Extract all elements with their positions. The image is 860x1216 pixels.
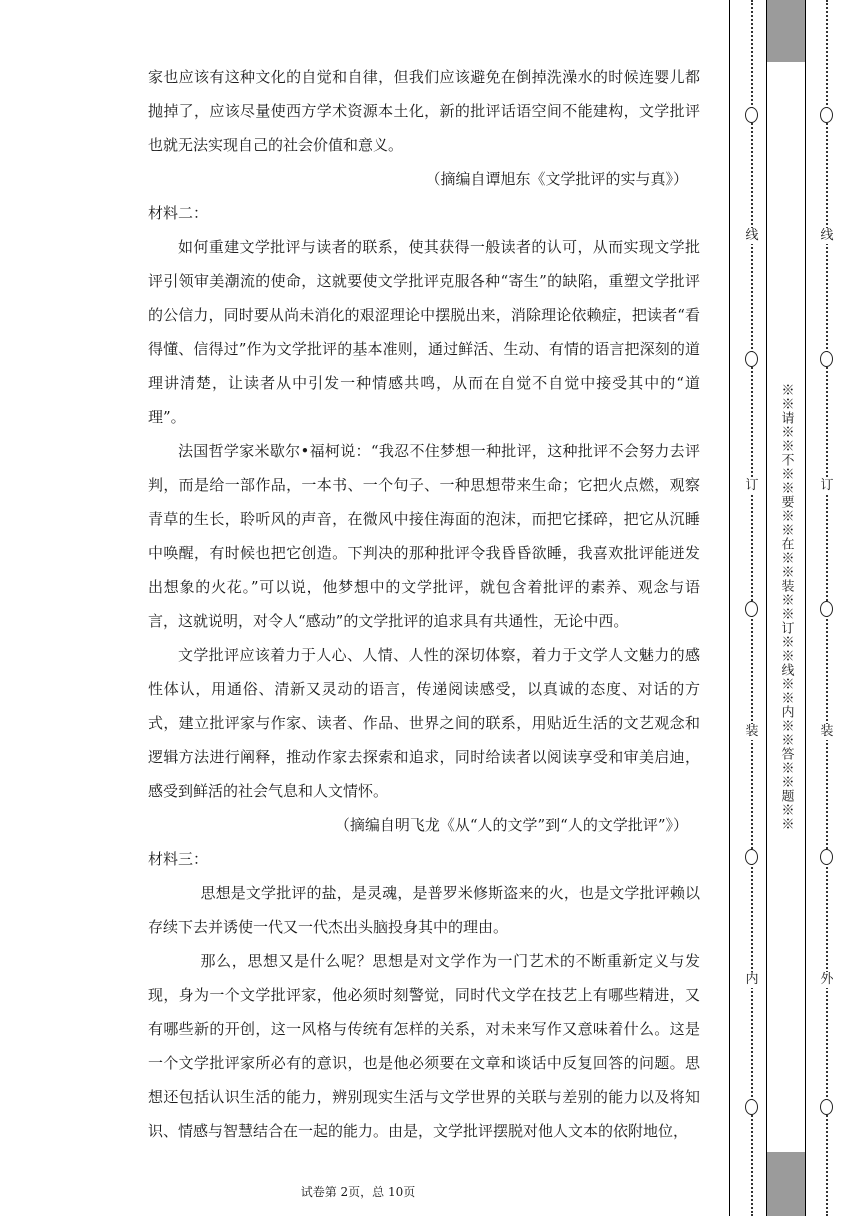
binding-circle-icon <box>820 107 833 123</box>
source-citation-2: （摘编自明飞龙《从“人的文学”到“人的文学批评”》） <box>334 816 688 834</box>
inner-binding-column <box>744 0 760 1216</box>
binding-circle-icon <box>820 601 833 617</box>
source-citation-1: （摘编自谭旭东《文学批评的实与真》） <box>425 170 688 188</box>
material-3-paragraph-2: 那么，思想又是什么呢？思想是对文学作为一门艺术的不断重新定义与发现，身为一个文学批评家，他必须时刻警觉，同时代文学在技艺上有哪些精进，又有哪些新的开创，这一风格与传统有怎样的关系，对未来写作又意味着什么。这是一个文学批评家所必有的意识，也是他必须要在文章和谈话中反复回答的问题。思想还包括认识生活的能力，辨别现实生活与文学世界的关联与差别的能力以及将知识、情感与智慧结合在一起的能力。由是，文学批评摆脱对他人文本的依附地位， <box>148 952 700 1140</box>
material-3-paragraph-1: 思想是文学批评的盐，是灵魂，是普罗米修斯盗来的火，也是文学批评赖以存续下去并诱使一代又一代杰出头脑投身其中的理由。 <box>148 884 700 936</box>
binding-mark-order: 订 <box>820 478 834 493</box>
page-footer: 试卷第 2页，总 10页 <box>300 1185 416 1199</box>
gray-block-top <box>767 0 805 62</box>
binding-mark-line: 线 <box>820 228 834 243</box>
binding-circle-icon <box>745 107 758 123</box>
outer-binding-column <box>819 0 835 1216</box>
binding-mark-line: 线 <box>745 228 759 243</box>
binding-circle-icon <box>745 351 758 367</box>
binding-mark-inner: 内 <box>745 972 759 987</box>
binding-circle-icon <box>745 601 758 617</box>
material-3-label: 材料三： <box>148 850 209 868</box>
notice-text: ※※请※※不※※要※※在※※装※※订※※线※※内※※答※※题※※ <box>778 383 794 831</box>
gray-block-bottom <box>767 1152 805 1216</box>
binding-circle-icon <box>820 1099 833 1115</box>
binding-divider-line <box>729 0 730 1216</box>
binding-mark-bind: 装 <box>745 724 759 739</box>
material-2-paragraph-3: 文学批评应该着力于人心、人情、人性的深切体察，着力于文学人文魅力的感性体认，用通俗、清新又灵动的语言，传递阅读感受，以真诚的态度、对话的方式，建立批评家与作家、读者、作品、世界之间的联系，用贴近生活的文艺观念和逻辑方法进行阐释，推动作家去探索和追求，同时给读者以阅读享受和审美启迪，感受到鲜活的社会气息和人文情怀。 <box>148 646 700 800</box>
binding-mark-outer: 外 <box>820 972 834 987</box>
binding-mark-order: 订 <box>745 478 759 493</box>
binding-circle-icon <box>745 849 758 865</box>
binding-mark-bind: 装 <box>820 724 834 739</box>
binding-circle-icon <box>820 849 833 865</box>
do-not-answer-notice <box>767 62 805 1152</box>
binding-circle-icon <box>745 1099 758 1115</box>
binding-circle-icon <box>820 351 833 367</box>
material-2-paragraph-2: 法国哲学家米歇尔•福柯说：“我忍不住梦想一种批评，这种批评不会努力去评判，而是给一部作品，一本书、一个句子、一种思想带来生命；它把火点燃，观察青草的生长，聆听风的声音，在微风中接住海面的泡沫，而把它揉碎，把它从沉睡中唤醒，有时候也把它创造。下判决的那种批评令我昏昏欲睡，我喜欢批评能迸发出想象的火花。”可以说，他梦想中的文学批评，就包含着批评的素养、观念与语言，这就说明，对令人“感动”的文学批评的追求具有共通性，无论中西。 <box>148 442 700 630</box>
paragraph-intro-continued: 家也应该有这种文化的自觉和自律，但我们应该避免在倒掉洗澡水的时候连婴儿都抛掉了，应该尽量使西方学术资源本土化，新的批评话语空间不能建构，文学批评也就无法实现自己的社会价值和意义。 <box>148 68 700 154</box>
material-2-label: 材料二： <box>148 204 209 222</box>
material-2-paragraph-1: 如何重建文学批评与读者的联系，使其获得一般读者的认可，从而实现文学批评引领审美潮流的使命，这就要使文学批评克服各种“寄生”的缺陷，重塑文学批评的公信力，同时要从尚未消化的艰涩理论中摆脱出来，消除理论依赖症，把读者“看得懂、信得过”作为文学批评的基本准则，通过鲜活、生动、有情的语言把深刻的道理讲清楚，让读者从中引发一种情感共鸣，从而在自觉不自觉中接受其中的“道理”。 <box>148 238 700 426</box>
exam-text-body <box>148 60 700 1148</box>
